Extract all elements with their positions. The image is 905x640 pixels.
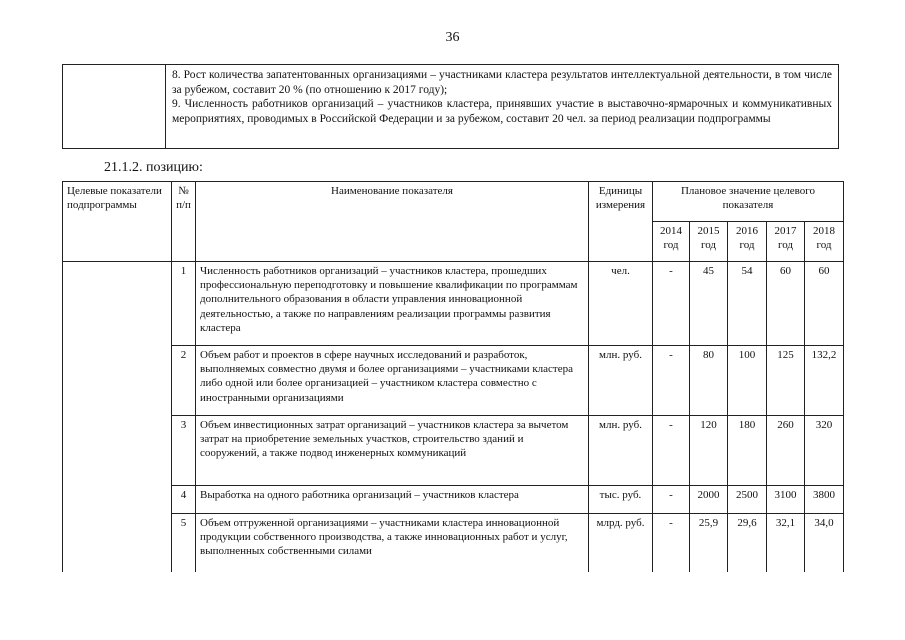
indicator-unit: млн. руб. (589, 346, 653, 416)
section-heading: 21.1.2. позицию: (104, 160, 203, 175)
value-2018: 3800 (805, 486, 844, 514)
header-target-indicators: Целевые показатели подпрограммы (63, 182, 172, 262)
continuation-table-left-cell (63, 65, 166, 148)
indicator-name: Выработка на одного работника организаций – участников кластера (196, 486, 589, 514)
value-2017: 60 (767, 262, 805, 346)
value-2016: 2500 (728, 486, 767, 514)
indicator-unit: тыс. руб. (589, 486, 653, 514)
indicator-unit: чел. (589, 262, 653, 346)
value-2015: 45 (690, 262, 728, 346)
value-2016: 180 (728, 416, 767, 486)
value-2014: - (653, 416, 690, 486)
indicator-name: Объем инвестиционных затрат организаций – участников кластера за вычетом затрат на приобретение земельных участков, строительство зданий и сооружений, а также подвод инженерных коммуникаций (196, 416, 589, 486)
header-unit: Единицы измерения (589, 182, 653, 262)
value-2014: - (653, 262, 690, 346)
row-number: 5 (172, 514, 196, 574)
value-2014: - (653, 346, 690, 416)
indicator-name: Объем работ и проектов в сфере научных исследований и разработок, выполняемых совместно двумя и более организациями – участниками кластера либо одной или более организацией – участником кластера совместно с иностранными организациями (196, 346, 589, 416)
header-year-2018: 2018 год (805, 222, 844, 262)
table-row (63, 262, 844, 346)
table-row (63, 346, 844, 416)
value-2016: 54 (728, 262, 767, 346)
value-2017: 125 (767, 346, 805, 416)
row-number: 3 (172, 416, 196, 486)
page-number: 36 (445, 30, 460, 45)
value-2018: 34,0 (805, 514, 844, 574)
table-row (63, 486, 844, 514)
continuation-table (62, 64, 839, 149)
row-number: 4 (172, 486, 196, 514)
value-2015: 25,9 (690, 514, 728, 574)
header-number: № п/п (172, 182, 196, 262)
value-2016: 29,6 (728, 514, 767, 574)
value-2017: 3100 (767, 486, 805, 514)
header-year-2016: 2016 год (728, 222, 767, 262)
value-2015: 80 (690, 346, 728, 416)
indicator-unit: млн. руб. (589, 416, 653, 486)
value-2018: 60 (805, 262, 844, 346)
continuation-table-text-cell (166, 65, 838, 148)
page-bottom-margin (0, 572, 905, 640)
header-planned-value: Плановое значение целевого показателя (653, 182, 844, 222)
target-item-9: 9. Численность работников организаций – участников кластера, принявших участие в выставочно-ярмарочных и коммуникативных мероприятиях, проводимых в Российской Федерации и за рубежом, составит 20 чел. за период реализации подпрограммы (172, 98, 832, 125)
targets-table (62, 181, 844, 574)
header-indicator-name: Наименование показателя (196, 182, 589, 262)
indicator-unit: млрд. руб. (589, 514, 653, 574)
value-2018: 132,2 (805, 346, 844, 416)
target-item-8: 8. Рост количества запатентованных организациями – участниками кластера результатов интеллектуальной деятельности, в том числе за рубежом, составит 20 % (по отношению к 2017 году); (172, 69, 832, 96)
value-2017: 32,1 (767, 514, 805, 574)
table-row (63, 416, 844, 486)
value-2014: - (653, 486, 690, 514)
target-indicators-cell (63, 262, 172, 574)
value-2014: - (653, 514, 690, 574)
value-2015: 2000 (690, 486, 728, 514)
header-row (63, 182, 844, 222)
value-2016: 100 (728, 346, 767, 416)
table-row (63, 514, 844, 574)
value-2015: 120 (690, 416, 728, 486)
header-year-2015: 2015 год (690, 222, 728, 262)
indicator-name: Объем отгруженной организациями – участниками кластера инновационной продукции собственного производства, а также инновационных работ и услуг, выполненных собственными силами (196, 514, 589, 574)
header-year-2017: 2017 год (767, 222, 805, 262)
row-number: 1 (172, 262, 196, 346)
header-year-2014: 2014 год (653, 222, 690, 262)
value-2018: 320 (805, 416, 844, 486)
indicator-name: Численность работников организаций – участников кластера, прошедших профессиональную переподготовку и повышение квалификации по программам дополнительного образования в области управления инновационной деятельностью, а также по направлениям реализации программы развития кластера (196, 262, 589, 346)
row-number: 2 (172, 346, 196, 416)
value-2017: 260 (767, 416, 805, 486)
